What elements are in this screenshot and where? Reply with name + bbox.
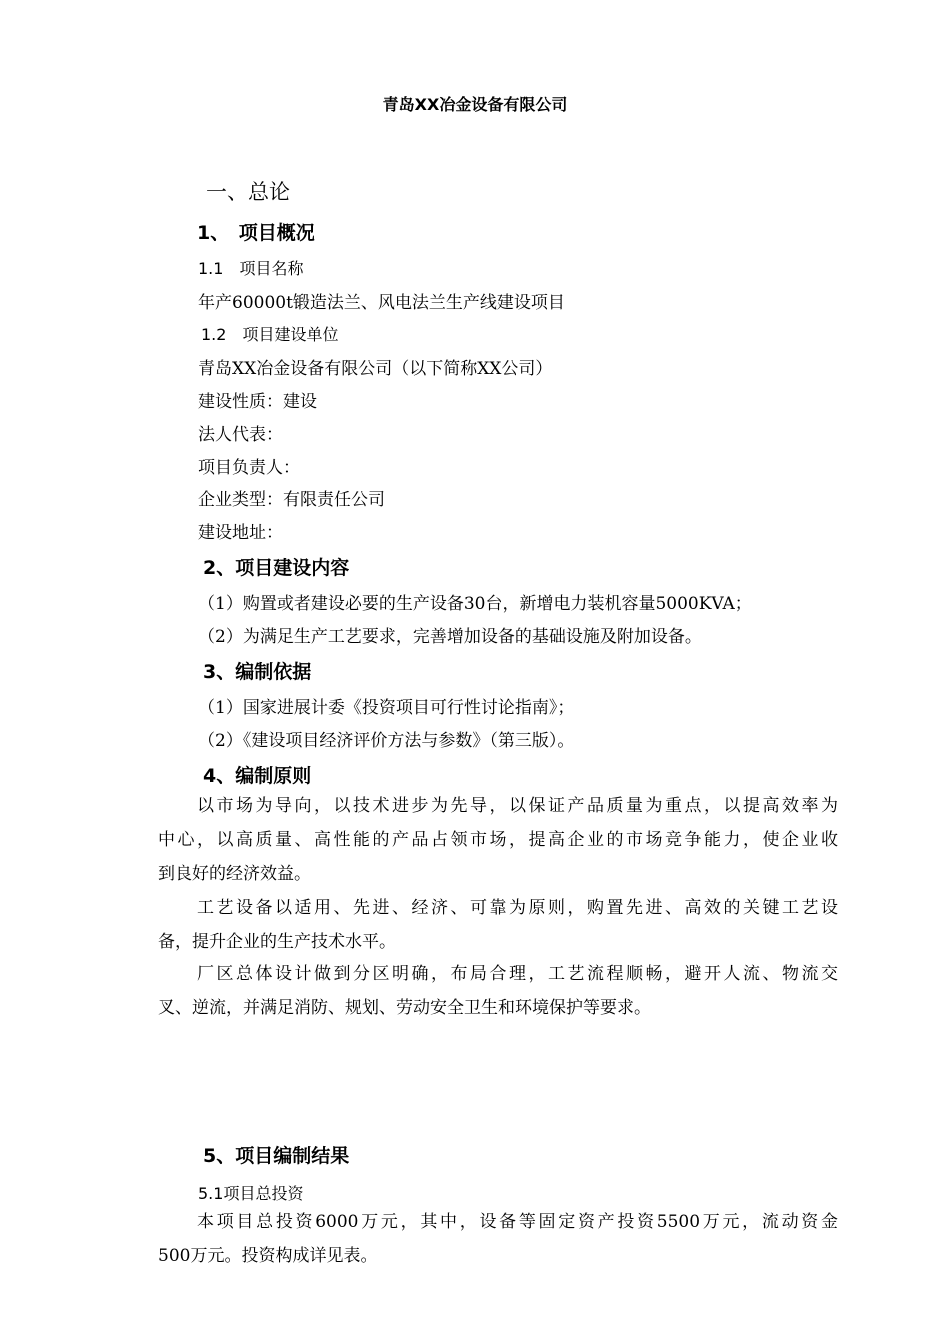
principles-paragraph-3 — [158, 957, 838, 1025]
legal-representative-text: 法人代表： — [198, 425, 283, 445]
project-name-text: 年产60000t锻造法兰、风电法兰生产线建设项目 — [198, 293, 565, 313]
construction-nature-text: 建设性质：建设 — [198, 392, 317, 412]
principles-paragraph-1 — [158, 789, 838, 891]
paragraph-line: 备，提升企业的生产技术水平。 — [158, 932, 396, 952]
paragraph-line: 中心，以高质量、高性能的产品占领市场，提高企业的市场竞争能力，使企业收 — [158, 830, 838, 850]
subsection-construction-content: 2、项目建设内容 — [203, 557, 350, 579]
construction-unit-text: 青岛XX冶金设备有限公司（以下简称XX公司） — [198, 359, 553, 379]
project-owner-text: 项目负责人： — [198, 458, 300, 478]
total-investment-paragraph — [158, 1205, 838, 1273]
subsection-compilation-principles: 4、编制原则 — [203, 765, 312, 787]
compilation-basis-item-2: （2）《建设项目经济评价方法与参数》（第三版）。 — [198, 731, 575, 751]
construction-content-item-2: （2）为满足生产工艺要求，完善增加设备的基础设施及附加设备。 — [198, 627, 702, 647]
subsection-total-investment-heading: 5.1项目总投资 — [198, 1184, 304, 1203]
principles-paragraph-2 — [158, 891, 838, 959]
paragraph-line: 到良好的经济效益。 — [158, 864, 311, 884]
paragraph-line: 厂区总体设计做到分区明确，布局合理，工艺流程顺畅，避开人流、物流交 — [197, 964, 838, 984]
document-title: 青岛XX冶金设备有限公司 — [382, 95, 568, 114]
subsection-compilation-basis: 3、编制依据 — [203, 661, 312, 683]
paragraph-line: 叉、逆流，并满足消防、规划、劳动安全卫生和环境保护等要求。 — [158, 998, 651, 1018]
paragraph-line: 本项目总投资6000万元，其中，设备等固定资产投资5500万元，流动资金 — [197, 1212, 838, 1232]
subsection-construction-unit-heading: 1.2 项目建设单位 — [201, 325, 339, 344]
paragraph-line: 以市场为导向，以技术进步为先导，以保证产品质量为重点，以提高效率为 — [197, 796, 838, 816]
subsection-project-overview: 1、 项目概况 — [197, 222, 315, 244]
compilation-basis-item-1: （1）国家进展计委《投资项目可行性讨论指南》； — [198, 698, 575, 718]
section-heading-general: 一、总论 — [206, 180, 290, 204]
subsection-compilation-results: 5、项目编制结果 — [203, 1145, 350, 1167]
paragraph-line: 500万元。投资构成详见表。 — [158, 1246, 378, 1266]
construction-address-text: 建设地址： — [198, 523, 283, 543]
company-type-text: 企业类型：有限责任公司 — [198, 490, 385, 510]
construction-content-item-1: （1）购置或者建设必要的生产设备30台，新增电力装机容量5000KVA； — [198, 594, 752, 614]
subsection-project-name-heading: 1.1 项目名称 — [198, 259, 304, 278]
paragraph-line: 工艺设备以适用、先进、经济、可靠为原则，购置先进、高效的关键工艺设 — [197, 898, 838, 918]
